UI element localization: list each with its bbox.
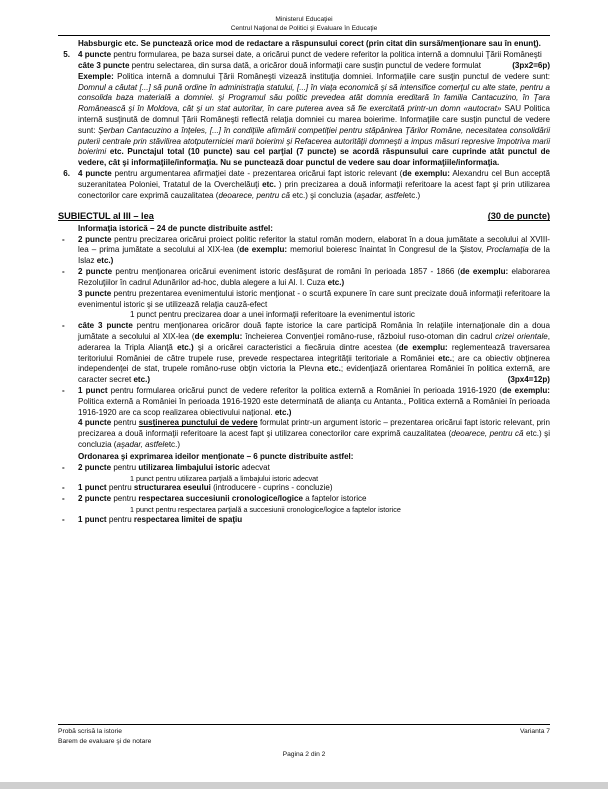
ordering-1-dash: - (62, 462, 65, 472)
item-5-example (58, 72, 550, 169)
item-5-lead-rest: pentru formularea, pe baza sursei date, a oricărui punct de vedere referitor la politica internă a domnului Ţării Româneşti (111, 50, 542, 60)
bullet-item-3 (58, 321, 550, 386)
bullet-3-marker: (3px4=12p) (507, 375, 550, 385)
ordering-1-mid: pentru (111, 462, 139, 472)
item-6-tail-italic-2: aşadar, astfel (356, 190, 405, 200)
ordering-4-dash: - (62, 514, 65, 524)
bullet-2-dash: - (62, 267, 65, 277)
bullet-3-example-text: încheierea Convenţiei româno-ruse, războiul ruso-otoman din cadrul (242, 331, 496, 341)
bullet-item-2 (58, 267, 550, 289)
list-item-5 (58, 50, 550, 61)
ordering-2-rest: (introducere - cuprins - concluzie) (210, 483, 333, 493)
bullet-3-dash: - (62, 321, 65, 331)
ordering-2-mid: pentru (106, 483, 134, 493)
item-6-tail-2: etc.) şi concluzia ( (290, 190, 357, 200)
bullet-4-bold: 1 punct (78, 386, 108, 396)
header-divider (58, 35, 550, 36)
document-footer (58, 724, 550, 759)
bullet-1-example-tail: de la Islaz (78, 245, 550, 266)
ordering-3-bold: 2 puncte (78, 494, 112, 504)
subject-3-info-title: Informaţia istorică – 24 de puncte distribuite astfel: (78, 223, 273, 233)
item-5-sub (58, 61, 550, 72)
item-5-number: 5. (63, 50, 70, 60)
ordering-4-bold: 1 punct (78, 514, 107, 524)
presentation-bold: 3 puncte (78, 288, 112, 298)
bullet-4-rest: pentru formularea oricărui punct de vedere referitor la politica externă a României în perioada 1916-1920 ( (107, 386, 503, 396)
document-header (58, 16, 550, 34)
bullet-2-example-label: de exemplu: (460, 267, 509, 277)
support-block (58, 418, 550, 450)
item-5-marker: (3px2=6p) (512, 60, 550, 70)
bullet-2-rest: pentru menţionarea oricărui eveniment istoric desfăşurat de români în perioada 1857 - 1866 ( (112, 267, 461, 277)
bullet-4-example-etc: etc.) (274, 407, 292, 417)
support-rest-3: etc.) (164, 440, 180, 450)
bullet-3-example-2-label: de exemplu: (398, 342, 448, 352)
item-6-example-etc: etc. (262, 179, 276, 189)
item-5-example-connector-1: şi (214, 93, 229, 103)
bullet-item-1 (58, 235, 550, 267)
bullet-2-bold: 2 puncte (78, 267, 113, 277)
subject-3-title: SUBIECTUL al III – lea (58, 211, 154, 222)
item-5-alt-connector: şi (283, 136, 295, 146)
bullet-1-example-text: memoriul boieresc înaintat în Congresul de la Şistov, (287, 245, 487, 255)
bullet-3-tail-2: ; are ca obiectiv obţinerea independenţei de stat, trupele româno-ruse obţin victoria la Plevna (78, 353, 550, 374)
bullet-3-example-label: de exemplu: (194, 331, 243, 341)
ordering-1-rest: adecvat (239, 462, 270, 472)
support-mid: pentru (111, 418, 139, 428)
bullet-4-example-text: Politica externă a României în perioada 1916-1920 este determinată de alianţa cu Antanta., Politica externă a României în perioada 1916-1920 are ca scop realizarea obiectivului naţional. (78, 396, 550, 417)
continuation-text: Habsburgic etc. Se punctează orice mod de redactare a răspunsului corect (prin citat din sursă/menţionare sau în enunţ). (78, 39, 541, 49)
ordering-3-partial: 1 punct pentru respectarea parţială a succesiunii cronologice/logice a faptelor istorice (130, 504, 401, 514)
bullet-3-example-4-etc: etc.) (133, 375, 150, 385)
ordering-bullet-3 (58, 494, 550, 505)
item-5-alt-intro: SAU Politica internă susţinută de domnul Ţării Româneşti reflectă relaţia domniei cu marea boierime. Informaţiile care susţin punctul de vedere sunt: (78, 104, 550, 135)
ordering-1-bold-2: utilizarea limbajului istoric (138, 462, 240, 472)
page-bottom-strip (0, 782, 608, 789)
subject-3-points: (30 de puncte) (487, 211, 550, 222)
ordering-title: Ordonarea şi exprimarea ideilor menţionate – 6 puncte distribuite astfel: (78, 451, 354, 461)
item-5-lead-bold: 4 puncte (78, 50, 112, 60)
support-bold: 4 puncte (78, 418, 112, 428)
item-5-sub-rest: pentru selectarea, din sursa dată, a oricăror două informaţii care susţin punctul de vedere formulat (129, 60, 482, 70)
bullet-1-rest: pentru precizarea oricărui proiect politic referitor la statul român modern, elaborat în a doua jumătate a secolului al XVIII-lea – prima jumătate a secolului al XIX-lea ( (78, 234, 550, 255)
ordering-1-partial: 1 punct pentru utilizarea parţială a limbajului istoric adecvat (130, 473, 319, 483)
bullet-3-example-text-2: , aderarea la Tripla Alianţă (78, 331, 550, 352)
ministry-name: Ministerul Educaţiei (275, 16, 333, 23)
footer-divider (58, 724, 550, 725)
item-5-sub-bold: câte 3 puncte (78, 60, 130, 70)
document-body (58, 39, 550, 525)
presentation-block (58, 289, 550, 311)
bullet-2-example-etc: etc.) (327, 277, 345, 287)
item-5-alt-quote-2: Refacerea autorităţii domneşti a impus măsuri represive împotriva marii boierimi (78, 136, 550, 157)
ordering-2-bold: 1 punct (78, 483, 107, 493)
ordering-bullet-2 (58, 483, 550, 494)
ordering-3-rest: a faptelor istorice (302, 494, 367, 504)
ordering-4-mid: pentru (106, 514, 134, 524)
item-5-example-intro: Politica internă a domnului Ţării Româneşti vizează instituţia domniei. Informaţiile care susţin punctul de vedere sunt: (113, 71, 550, 81)
presentation-rest: pentru prezentarea evenimentului istoric menţionat - o scurtă expunere în care sunt precizate două informaţii referitoare la evenimentul istoric şi se utilizează relaţia cauză-efect (78, 288, 550, 309)
bullet-3-tail-3: ; evidenţiază orientarea României în politica externă, are caracter secret (78, 364, 550, 385)
footer-line-2 (58, 737, 550, 747)
item-6-example-text: Alexandru cel Bun acceptă suzeranitatea Poloniei, Tratatul de la Overchelăuţi (78, 169, 550, 189)
item-6-lead-rest: pentru argumentarea afirmaţiei date - prezentarea oricărui fapt istoric relevant ( (111, 169, 403, 179)
item-5-example-quote-1: Domnul a căutat [...] să pună ordine în administraţia statului, [...] în viaţa economică şi să intensifice comerţul cu alte state, pentru a consolida baza materială a domniei. (78, 82, 550, 103)
ordering-3-bold-2: respectarea succesiunii cronologice/logice (138, 494, 303, 504)
bullet-1-example-etc: etc.) (96, 256, 114, 266)
ordering-bullet-4 (58, 515, 550, 526)
support-underline: susţinerea punctului de vedere (138, 418, 258, 428)
bullet-2-example-text: elaborarea Rezoluţiilor în cadrul Adunărilor ad-hoc, dubla alegere a lui Al. I. Cuza (78, 267, 550, 287)
paragraph-continuation (58, 39, 550, 50)
ordering-3-mid: pentru (111, 494, 139, 504)
item-5-example-quote-2: Programul său politic prevedea atât domnia ereditară în familia Cantacuzino, în Ţara Românească şi în Moldova, cât şi un stat autoritar, în care puterea avea să fie exercitată printr-un domn «autocrat» (78, 93, 550, 114)
bullet-4-example-label: de exemplu: (502, 386, 550, 396)
ordering-1-bold: 2 puncte (78, 462, 112, 472)
bullet-1-example-label: de exemplu: (239, 245, 288, 255)
support-rest-2: etc.) şi concluzia ( (78, 429, 550, 450)
support-rest: formulat printr-un argument istoric – prezentarea oricărui fapt istoric relevant, prin precizarea a două informaţii referitoare la acest fapt şi utilizarea conectorilor care exprimă cauzalitatea ( (78, 418, 551, 439)
bullet-1-example-italic: Proclamaţia (486, 245, 529, 255)
bullet-3-bold: câte 3 puncte (78, 321, 133, 331)
ordering-bullet-1 (58, 463, 550, 474)
document-content (58, 16, 550, 525)
item-5-closing: etc. Punctajul total (10 puncte) sau cel parţial (7 puncte) se acordă răspunsului care cuprinde atât punctul de vedere, cât şi informaţiile/informaţia. Nu se punctează doar punctul de vedere sau doar informaţiile/informaţia. (78, 147, 550, 168)
ordering-3-dash: - (62, 494, 65, 504)
footer-variant: Varianta 7 (520, 728, 550, 735)
footer-line-1 (58, 727, 550, 737)
center-name: Centrul Naţional de Politici şi Evaluare în Educaţie (230, 24, 378, 32)
item-6-tail-3: etc.) (404, 190, 421, 200)
item-5-example-label: Exemple: (78, 71, 114, 81)
item-6-lead-bold: 4 puncte (78, 169, 112, 179)
bullet-4-dash: - (62, 386, 65, 396)
item-5-alt-quote-1: Şerban Cantacuzino a înţeles, [...] în condiţiile afirmării competiţiei pentru stăpânirea Ţărilor Române, necesitatea consolidării puterii centrale prin stăvilirea atotputerniciei marii boierimi (78, 125, 550, 146)
item-6-tail-1: ) prin precizarea a două informaţii referitoare la acest fapt şi prin utilizarea conectorilor care exprimă cauzalitatea ( (78, 179, 550, 200)
footer-exam-name: Probă scrisă la istorie (58, 728, 122, 735)
presentation-partial: 1 punct pentru precizarea doar a unei informaţii referitoare la evenimentul istoric (130, 310, 415, 320)
footer-page-number: Pagina 2 din 2 (282, 751, 326, 759)
bullet-3-example-3-etc: etc. (326, 364, 341, 374)
bullet-1-bold: 2 puncte (78, 234, 112, 244)
bullet-item-4 (58, 386, 550, 418)
support-italic-1: deoarece, pentru că (451, 429, 524, 439)
subject-3-heading (58, 210, 550, 222)
item-6-example-label: de exemplu: (402, 169, 450, 179)
bullet-1-dash: - (62, 234, 65, 244)
support-italic-2: aşadar, astfel (116, 440, 165, 450)
list-item-6 (58, 169, 550, 201)
ordering-4-bold-2: respectarea limitei de spaţiu (133, 514, 243, 524)
bullet-3-example-2-text: reglementează traversarea teritoriului României de către trupele ruse, prevede respectarea integrităţii teritoriale a României (78, 342, 551, 363)
item-6-number: 6. (63, 169, 70, 179)
bullet-3-example-etc: etc.) (177, 342, 194, 352)
bullet-3-example-italic: crizei orientale (495, 331, 548, 341)
bullet-3-tail-1: şi a oricărei caracteristici a fiecăruia dintre acestea ( (193, 342, 399, 352)
bullet-3-example-2-etc: etc. (438, 353, 452, 363)
ordering-2-dash: - (62, 483, 65, 493)
footer-barem-label: Barem de evaluare şi de notare (58, 738, 152, 746)
item-6-tail-italic-1: deoarece, pentru că (218, 190, 291, 200)
bullet-3-rest: pentru menţionarea oricăror două fapte istorice la care participă România în relaţiile internaţionale din a doua jumătate a secolului al XIX-lea ( (78, 321, 550, 341)
ordering-2-bold-2: structurarea eseului (133, 483, 211, 493)
